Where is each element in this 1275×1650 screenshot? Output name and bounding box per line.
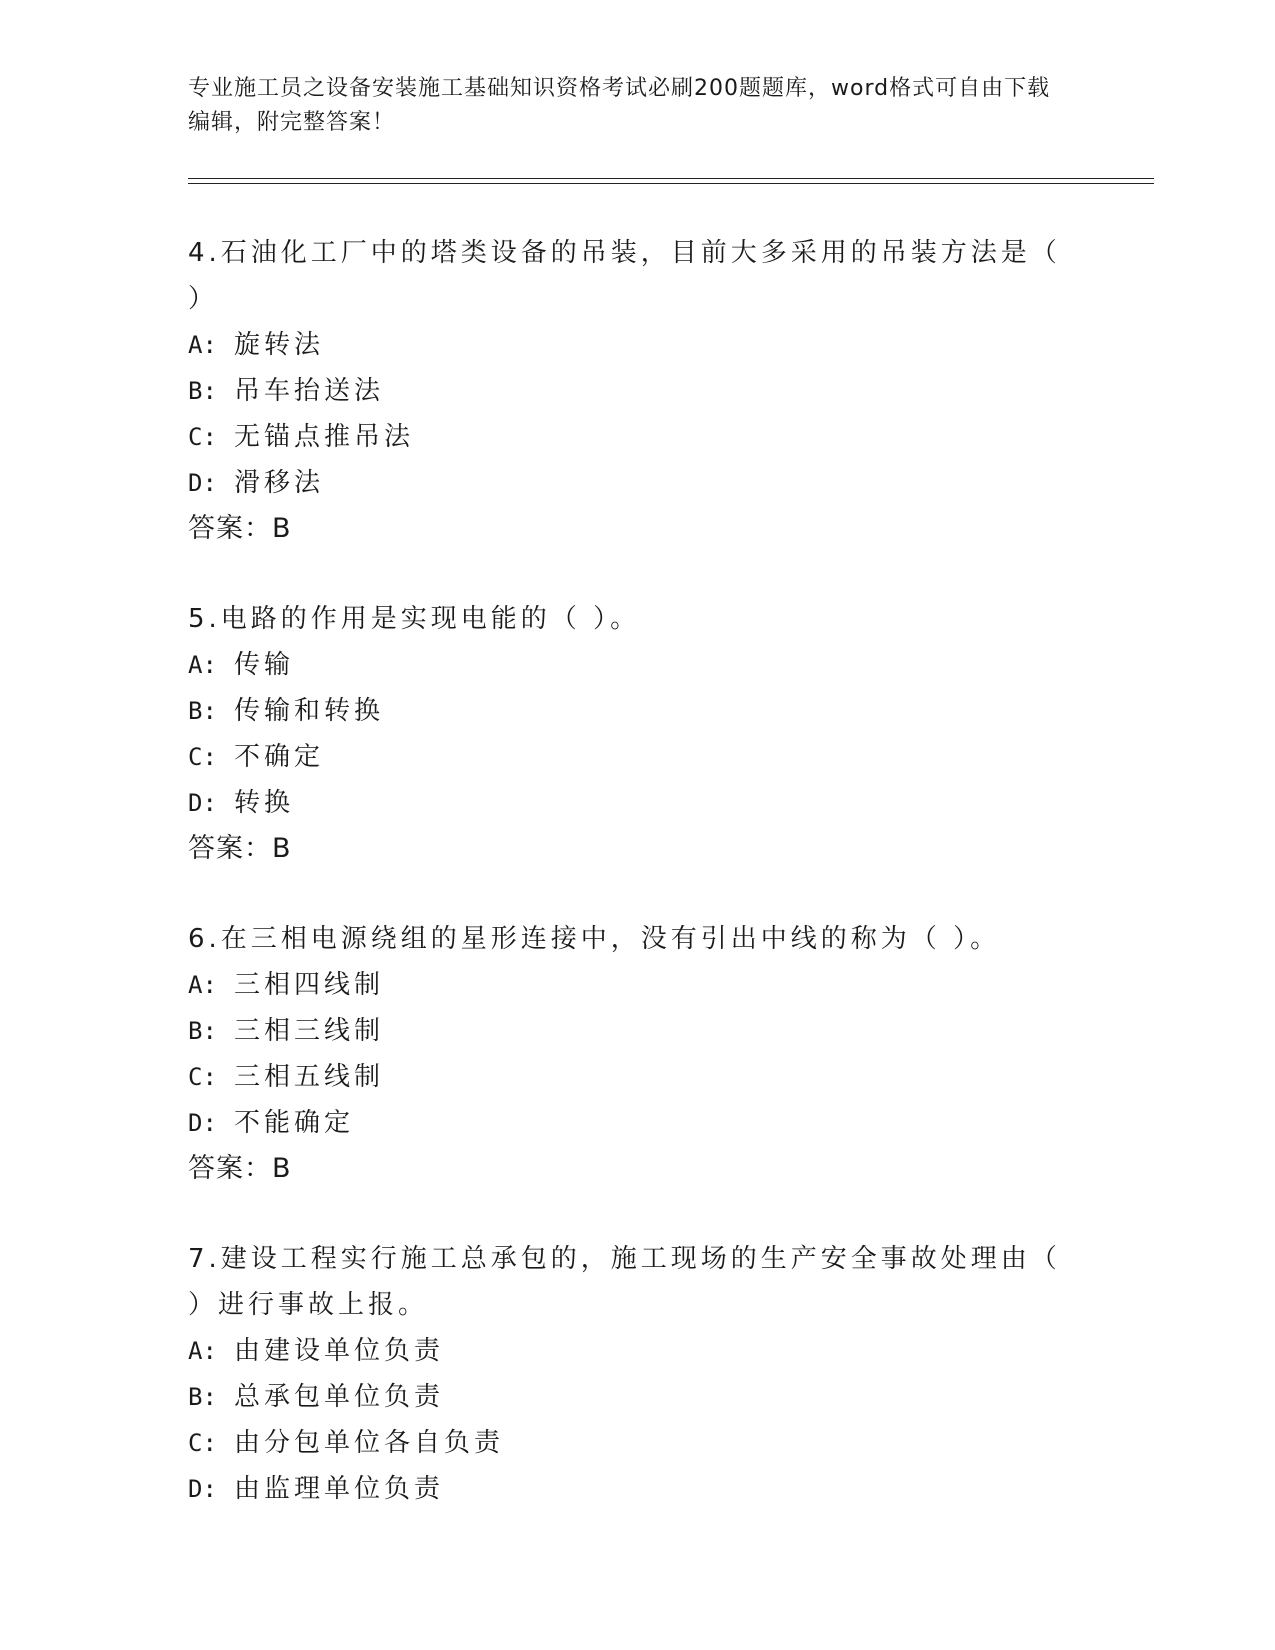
option-d [188,1100,1088,1146]
option-b [188,368,1088,414]
option-c [188,1420,1088,1466]
question-7 [188,1236,1088,1512]
answer-line: 答案：B [188,1153,292,1184]
option-letter: D: [188,469,217,497]
option-a [188,322,1088,368]
answer-line: 答案：B [188,833,292,864]
header-divider-bottom [188,183,1154,184]
option-text: 三相五线制 [234,1062,385,1092]
option-letter: A: [188,331,217,359]
option-letter: B: [188,377,217,405]
option-d [188,780,1088,826]
option-text: 由分包单位各自负责 [234,1428,505,1458]
question-5 [188,596,1088,872]
option-letter: B: [188,697,217,725]
question-stem: 4.石油化工厂中的塔类设备的吊装，目前大多采用的吊装方法是（ ） [188,238,1061,314]
option-text: 总承包单位负责 [234,1382,445,1412]
document-header: 专业施工员之设备安装施工基础知识资格考试必刷200题题库，word格式可自由下载编辑，附完整答案！ [188,76,1051,135]
option-letter: D: [188,1109,217,1137]
option-text: 转换 [234,788,295,818]
option-letter: B: [188,1383,217,1411]
option-text: 传输 [234,650,295,680]
option-text: 滑移法 [234,468,325,498]
question-4 [188,230,1088,552]
answer-line: 答案：B [188,513,292,544]
question-list [188,230,1088,1556]
question-6 [188,916,1088,1192]
option-text: 吊车抬送法 [234,376,385,406]
option-letter: D: [188,789,217,817]
option-text: 传输和转换 [234,696,385,726]
option-d [188,1466,1088,1512]
option-letter: A: [188,1337,217,1365]
option-c [188,734,1088,780]
option-b [188,1374,1088,1420]
option-letter: B: [188,1017,217,1045]
option-letter: A: [188,651,217,679]
option-b [188,688,1088,734]
option-c [188,1054,1088,1100]
option-letter: D: [188,1475,217,1503]
question-stem: 6.在三相电源绕组的星形连接中，没有引出中线的称为（ ）。 [188,924,1001,954]
option-text: 无锚点推吊法 [234,422,415,452]
option-a [188,642,1088,688]
option-text: 三相三线制 [234,1016,385,1046]
option-text: 不能确定 [234,1108,355,1138]
option-letter: C: [188,1063,217,1091]
question-stem: 5.电路的作用是实现电能的（ ）。 [188,604,641,634]
option-c [188,414,1088,460]
option-d [188,460,1088,506]
option-b [188,1008,1088,1054]
question-stem: 7.建设工程实行施工总承包的，施工现场的生产安全事故处理由（ ）进行事故上报。 [188,1244,1061,1320]
option-a [188,962,1088,1008]
option-letter: A: [188,971,217,999]
header-divider-top [188,178,1154,179]
option-a [188,1328,1088,1374]
option-text: 三相四线制 [234,970,385,1000]
option-text: 由建设单位负责 [234,1336,445,1366]
option-text: 旋转法 [234,330,325,360]
option-text: 由监理单位负责 [234,1474,445,1504]
option-text: 不确定 [234,742,325,772]
option-letter: C: [188,743,217,771]
option-letter: C: [188,1429,217,1457]
option-letter: C: [188,423,217,451]
